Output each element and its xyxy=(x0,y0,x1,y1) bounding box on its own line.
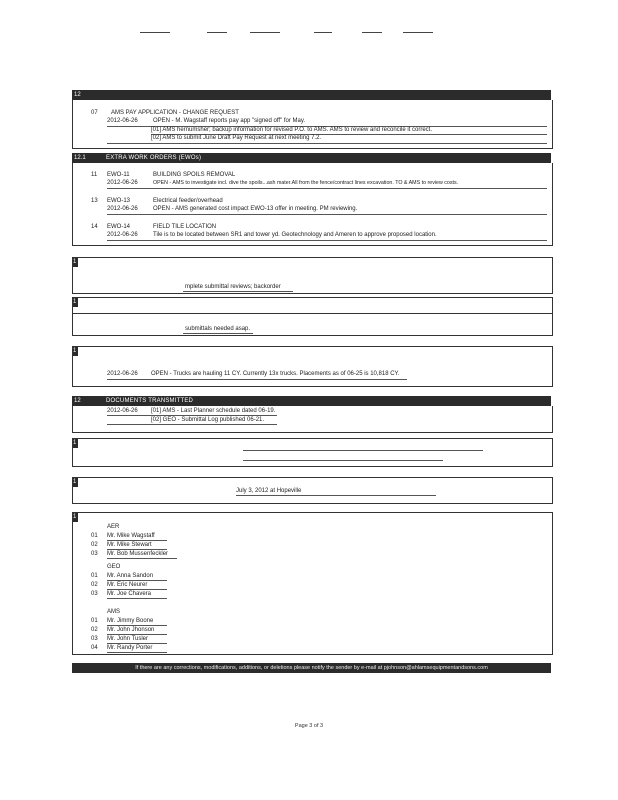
section-header-bar xyxy=(72,396,551,406)
attendee-number: 03 xyxy=(91,636,98,642)
entry-rule xyxy=(107,598,167,599)
entry-rule xyxy=(107,143,547,144)
attendee-number: 03 xyxy=(91,591,98,597)
attendee-number: 01 xyxy=(91,533,98,539)
entry-date: 2012-06-26 xyxy=(107,206,138,212)
section-body xyxy=(72,297,553,336)
attendee-name: Mr. John Jhonson xyxy=(107,627,155,633)
section-body xyxy=(72,406,553,433)
attendee-name: Mr. Randy Porter xyxy=(107,645,153,651)
entry-text: OPEN - Trucks are hauling 11 CY. Currently 13x trucks. Placements as of 06-25 is 10,818 CY. xyxy=(151,371,400,377)
attendee-number: 01 xyxy=(91,618,98,624)
entry-rule xyxy=(73,512,552,513)
entry-rule xyxy=(107,214,547,215)
entry-rule xyxy=(107,652,167,653)
page-number: Page 3 of 3 xyxy=(294,723,324,729)
attendee-name: Mr. Anna Sandon xyxy=(107,573,154,579)
entry-rule xyxy=(107,580,167,581)
item-title: FIELD TILE LOCATION xyxy=(153,224,217,230)
header-rule xyxy=(207,32,227,33)
document-item: [02] GEO - Submittal Log published 06-21. xyxy=(151,417,265,423)
attendee-number: 02 xyxy=(91,582,98,588)
document-item: [01] AMS - Last Planner schedule dated 06-19. xyxy=(151,408,276,414)
entry-rule xyxy=(107,634,167,635)
item-number: 13 xyxy=(91,198,98,204)
entry-rule xyxy=(243,460,443,461)
header-rule xyxy=(250,32,280,33)
section-number: 12 xyxy=(74,92,81,98)
entry-text: OPEN - AMS generated cost impact EWO-13 offer in meeting. PM reviewing. xyxy=(153,206,358,212)
entry-rule xyxy=(183,291,293,292)
item-title: BUILDING SPOILS REMOVAL xyxy=(153,172,236,178)
section-number: 12 xyxy=(74,398,81,404)
section-number: 1 xyxy=(73,514,77,520)
section-number: 12.1 xyxy=(74,155,86,161)
org-name: AER xyxy=(107,524,120,530)
section-number: 1 xyxy=(73,299,77,305)
attendee-name: Mr. Jimmy Boone xyxy=(107,618,154,624)
action-item: [02] AMS to submit June Draft Pay Request at next meeting 7.2. xyxy=(151,135,322,141)
section-body xyxy=(72,438,553,467)
entry-date: 2012-06-26 xyxy=(107,118,138,124)
entry-rule xyxy=(107,625,167,626)
org-name: GEO xyxy=(107,564,121,570)
section-body xyxy=(72,257,553,294)
section-title: DOCUMENTS TRANSMITTED xyxy=(106,398,194,404)
item-title: AMS PAY APPLICATION - CHANGE REQUEST xyxy=(111,110,239,116)
attendee-name: Mr. John Tusler xyxy=(107,636,149,642)
header-rule xyxy=(140,32,170,33)
section-body xyxy=(72,477,553,504)
entry-rule xyxy=(73,257,552,258)
entry-rule xyxy=(73,313,552,314)
section-body xyxy=(72,100,553,149)
entry-rule xyxy=(73,477,552,478)
attendance-body xyxy=(72,512,553,655)
section-body xyxy=(72,346,553,387)
header-rule xyxy=(362,32,382,33)
section-header-bar xyxy=(72,153,551,163)
section-title: EXTRA WORK ORDERS (EWOs) xyxy=(106,155,202,161)
action-item: [01] AMS hernumsher; backup information for revised P.O. to AMS. AMS to review and reconcile it correct. xyxy=(151,127,433,133)
entry-date: 2012-06-26 xyxy=(107,408,138,414)
entry-rule xyxy=(107,424,277,425)
entry-rule xyxy=(243,450,483,451)
footer-notice: If there are any corrections, modifications, additions, or deletions please notify the sender by e-mail at pjohnson@ahlamsequipmentandsons.com xyxy=(135,665,488,671)
entry-rule xyxy=(73,438,552,439)
entry-text: OPEN - M. Wagstaff reports pay app "signed off" for May. xyxy=(153,118,306,124)
entry-rule xyxy=(107,558,177,559)
item-number: 11 xyxy=(91,172,98,178)
attendee-number: 02 xyxy=(91,542,98,548)
entry-rule xyxy=(73,297,552,298)
ewo-code: EWO-11 xyxy=(107,172,130,178)
attendee-number: 02 xyxy=(91,627,98,633)
attendee-name: Mr. Mike Stewart xyxy=(107,542,152,548)
entry-rule xyxy=(107,549,167,550)
entry-rule xyxy=(107,540,167,541)
footer-notice-bar xyxy=(72,663,551,673)
attendee-number: 03 xyxy=(91,551,98,557)
header-rule xyxy=(403,32,433,33)
attendee-name: Mr. Bob Mussenfeckler xyxy=(107,551,169,557)
entry-text: submittals needed asap. xyxy=(185,326,251,332)
entry-date: 2012-06-26 xyxy=(107,180,138,186)
attendee-number: 04 xyxy=(91,645,98,651)
item-title: Electrical feeder/overhead xyxy=(153,198,223,204)
org-name: AMS xyxy=(107,609,121,615)
item-number: 14 xyxy=(91,224,98,230)
section-number: 1 xyxy=(73,479,77,485)
entry-rule xyxy=(107,589,167,590)
attendee-name: Mr. Mike Wagstaff xyxy=(107,533,155,539)
ewo-code: EWO-13 xyxy=(107,198,131,204)
attendee-name: Mr. Eric Neurer xyxy=(107,582,148,588)
header-rule xyxy=(314,32,332,33)
entry-rule xyxy=(107,240,547,241)
entry-date: 2012-06-26 xyxy=(107,232,138,238)
section-body xyxy=(72,163,553,246)
entry-text: Tile is to be located between SR1 and tower yd. Geotechnology and Ameren to approve proposed location. xyxy=(153,232,437,238)
entry-text: mplete submittal reviews; backorder xyxy=(185,284,281,290)
section-number: 1 xyxy=(73,440,77,446)
entry-rule xyxy=(107,188,547,189)
entry-rule xyxy=(236,495,436,496)
section-number: 1 xyxy=(73,259,77,265)
entry-date: 2012-06-26 xyxy=(107,371,138,377)
section-header-bar xyxy=(72,90,551,100)
entry-rule xyxy=(107,415,277,416)
ewo-code: EWO-14 xyxy=(107,224,131,230)
entry-rule xyxy=(107,379,407,380)
entry-rule xyxy=(107,643,167,644)
item-number: 07 xyxy=(91,110,98,116)
attendee-name: Mr. Joe Chavera xyxy=(107,591,152,597)
entry-rule xyxy=(73,346,552,347)
section-number: 1 xyxy=(73,348,77,354)
entry-text: OPEN - AMS to investigate incl. dive the spoils...ash mater.All from the fence/contract lines excavation. TO & AMS to review costs. xyxy=(153,180,459,186)
entry-rule xyxy=(183,333,253,334)
next-meeting-text: July 3, 2012 at Hopeville xyxy=(236,488,302,494)
attendee-number: 01 xyxy=(91,573,98,579)
